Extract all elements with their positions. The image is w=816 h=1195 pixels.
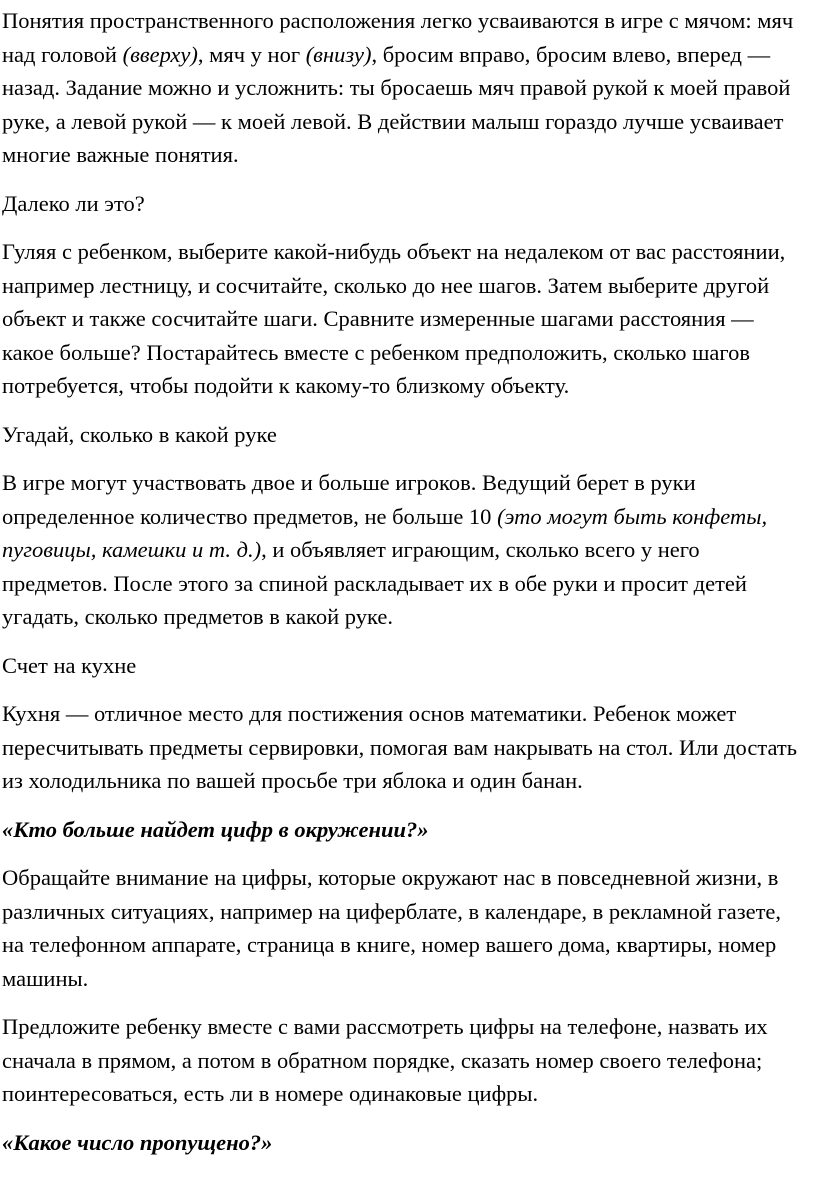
paragraph-distance: Гуляя с ребенком, выберите какой-нибудь объект на недалеком от вас расстоянии, например лестницу, и сосчитайте, сколько до нее шагов. Затем выберите другой объект и также сосчитайте шаги. Сравните измеренные шагами расстояния — какое больше? Постарайтесь вместе с ребенком предположить, сколько шагов потребуется, чтобы подойти к какому-то близкому объекту. — [2, 239, 786, 398]
italic-note-items: (это могут быть конфеты, пуговицы, камешки и т. д.) — [2, 503, 768, 562]
paragraph-phone-digits: Предложите ребенку вместе с вами рассмотреть цифры на телефоне, назвать их сначала в прямом, а потом в обратном порядке, сказать номер своего телефона; поинтересоваться, есть ли в номере одинаковые цифры. — [2, 1014, 768, 1106]
paragraph-ball-game — [2, 4, 808, 172]
section-heading-kitchen: Счет на кухне — [2, 652, 137, 678]
paragraph-guess-hand — [2, 466, 808, 634]
section-heading-missing-number: «Какое число пропущено?» — [2, 1129, 273, 1155]
italic-note-down: (внизу) — [305, 41, 372, 67]
paragraph-kitchen: Кухня — отличное место для постижения основ математики. Ребенок может пересчитывать предметы сервировки, помогая вам накрывать на стол. Или достать из холодильника по вашей просьбе три яблока и один банан. — [2, 701, 797, 793]
paragraph-text: , и объявляет играющим, сколько всего у него предметов. После этого за спиной раскладывает их в обе руки и просит детей угадать, сколько предметов в какой руке. — [2, 537, 747, 629]
paragraph-text: , мяч у ног — [197, 41, 306, 67]
section-heading-guess-hand: Угадай, сколько в какой руке — [2, 421, 277, 447]
paragraph-digits-around: Обращайте внимание на цифры, которые окружают нас в повседневной жизни, в различных ситуациях, например на циферблате, в календаре, в рекламной газете, на телефонном аппарате, страница в книге, номер вашего дома, квартиры, номер машины. — [2, 865, 782, 991]
italic-note-up: (вверху) — [122, 41, 198, 67]
section-heading-distance: Далеко ли это? — [2, 190, 145, 216]
paragraph-text: , бросим вправо, бросим влево, вперед — назад. Задание можно и усложнить: ты бросаешь мяч правой рукой к моей правой руке, а левой рукой — к моей левой. В действии малыш гораздо лучше усваивает многие важные понятия. — [2, 41, 791, 167]
paragraph-text: В игре могут участвовать двое и больше игроков. Ведущий берет в руки определенное количество предметов, не больше 10 — [2, 470, 696, 529]
paragraph-text: Понятия пространственного расположения легко усваиваются в игре с мячом: мяч над головой — [2, 8, 794, 67]
section-heading-find-digits: «Кто больше найдет цифр в окружении?» — [2, 816, 429, 842]
